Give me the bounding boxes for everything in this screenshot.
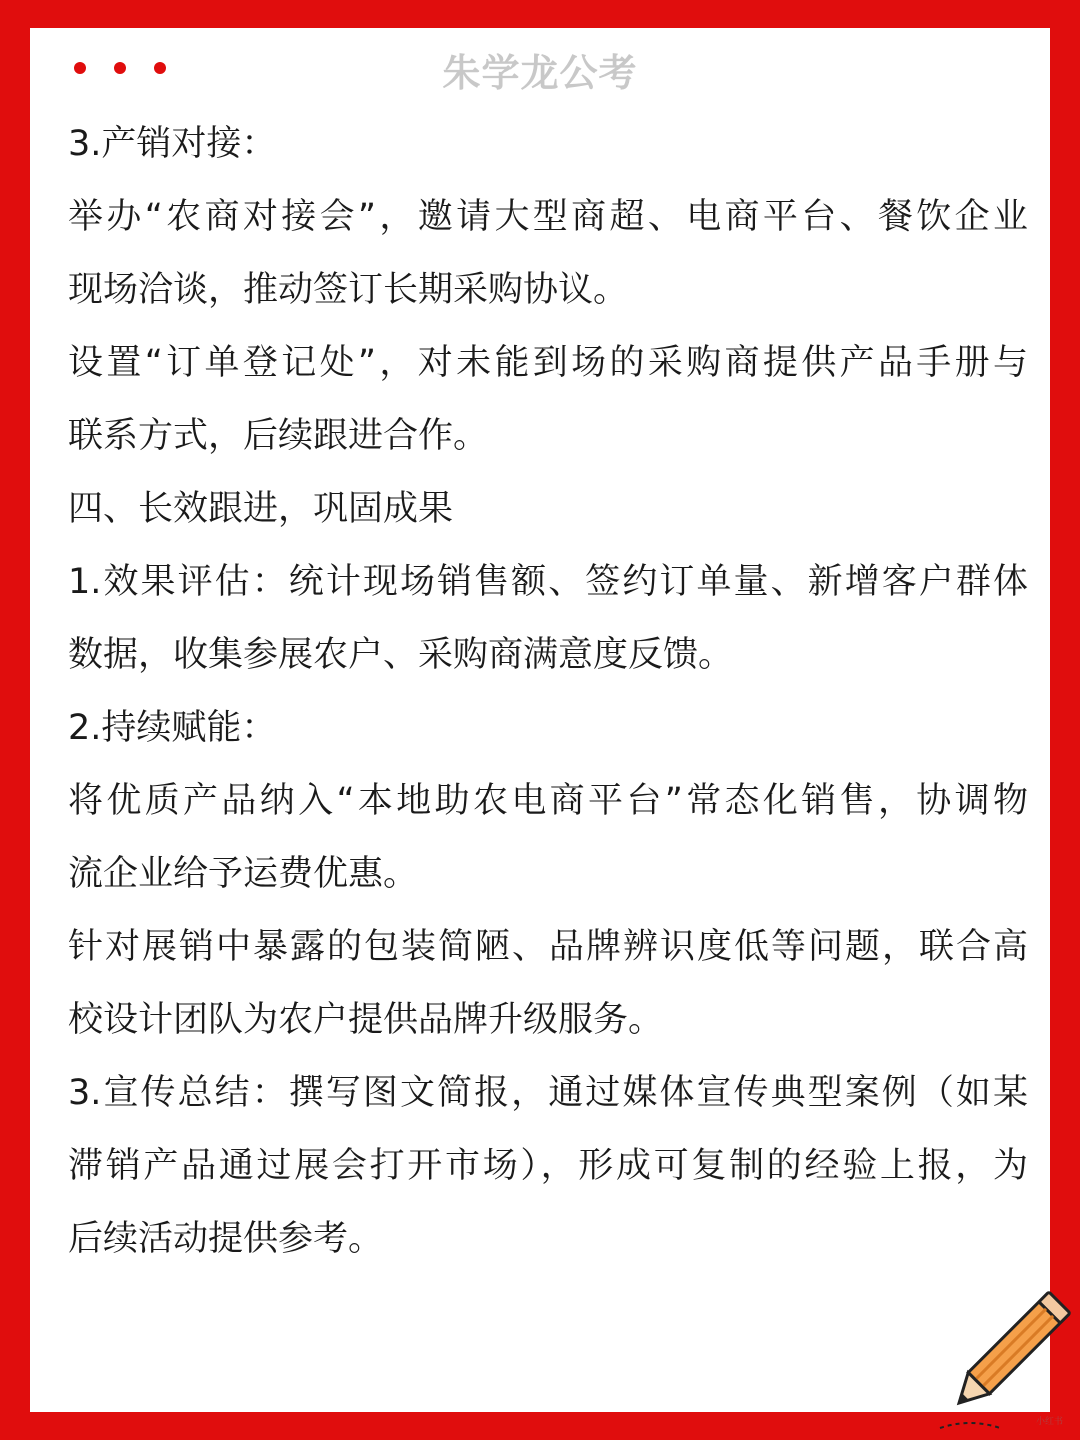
pencil-icon <box>930 1282 1080 1432</box>
text-line: 设置“订单登记处”，对未能到场的采购商提供产品手册与 <box>68 343 1028 383</box>
section-heading: 四、长效跟进，巩固成果 <box>68 489 454 529</box>
text-line: 后续活动提供参考。 <box>68 1219 384 1259</box>
text-line: 举办“农商对接会”，邀请大型商超、电商平台、餐饮企业 <box>68 197 1028 237</box>
text-line: 滞销产品通过展会打开市场），形成可复制的经验上报，为 <box>68 1146 1028 1186</box>
text-line: 针对展销中暴露的包装简陋、品牌辨识度低等问题，联合高 <box>68 927 1028 967</box>
text-line: 现场洽谈，推动签订长期采购协议。 <box>68 270 629 310</box>
text-line: 联系方式，后续跟进合作。 <box>68 416 489 456</box>
text-line: 数据，收集参展农户、采购商满意度反馈。 <box>68 635 734 675</box>
text-line: 流企业给予运费优惠。 <box>68 854 419 894</box>
text-line: 3.宣传总结：撰写图文简报，通过媒体宣传典型案例（如某 <box>68 1073 1028 1113</box>
text-line: 将优质产品纳入“本地助农电商平台”常态化销售，协调物 <box>68 781 1028 821</box>
watermark: 小红书 <box>1036 1417 1064 1427</box>
text-line: 1.效果评估：统计现场销售额、签约订单量、新增客户群体 <box>68 562 1028 602</box>
article-body <box>68 108 1028 1276</box>
text-line: 2.持续赋能： <box>68 708 277 748</box>
text-line: 校设计团队为农户提供品牌升级服务。 <box>68 1000 664 1040</box>
content-card <box>30 28 1050 1412</box>
text-line: 3.产销对接： <box>68 124 277 164</box>
brand-title: 朱学龙公考 <box>442 51 638 95</box>
